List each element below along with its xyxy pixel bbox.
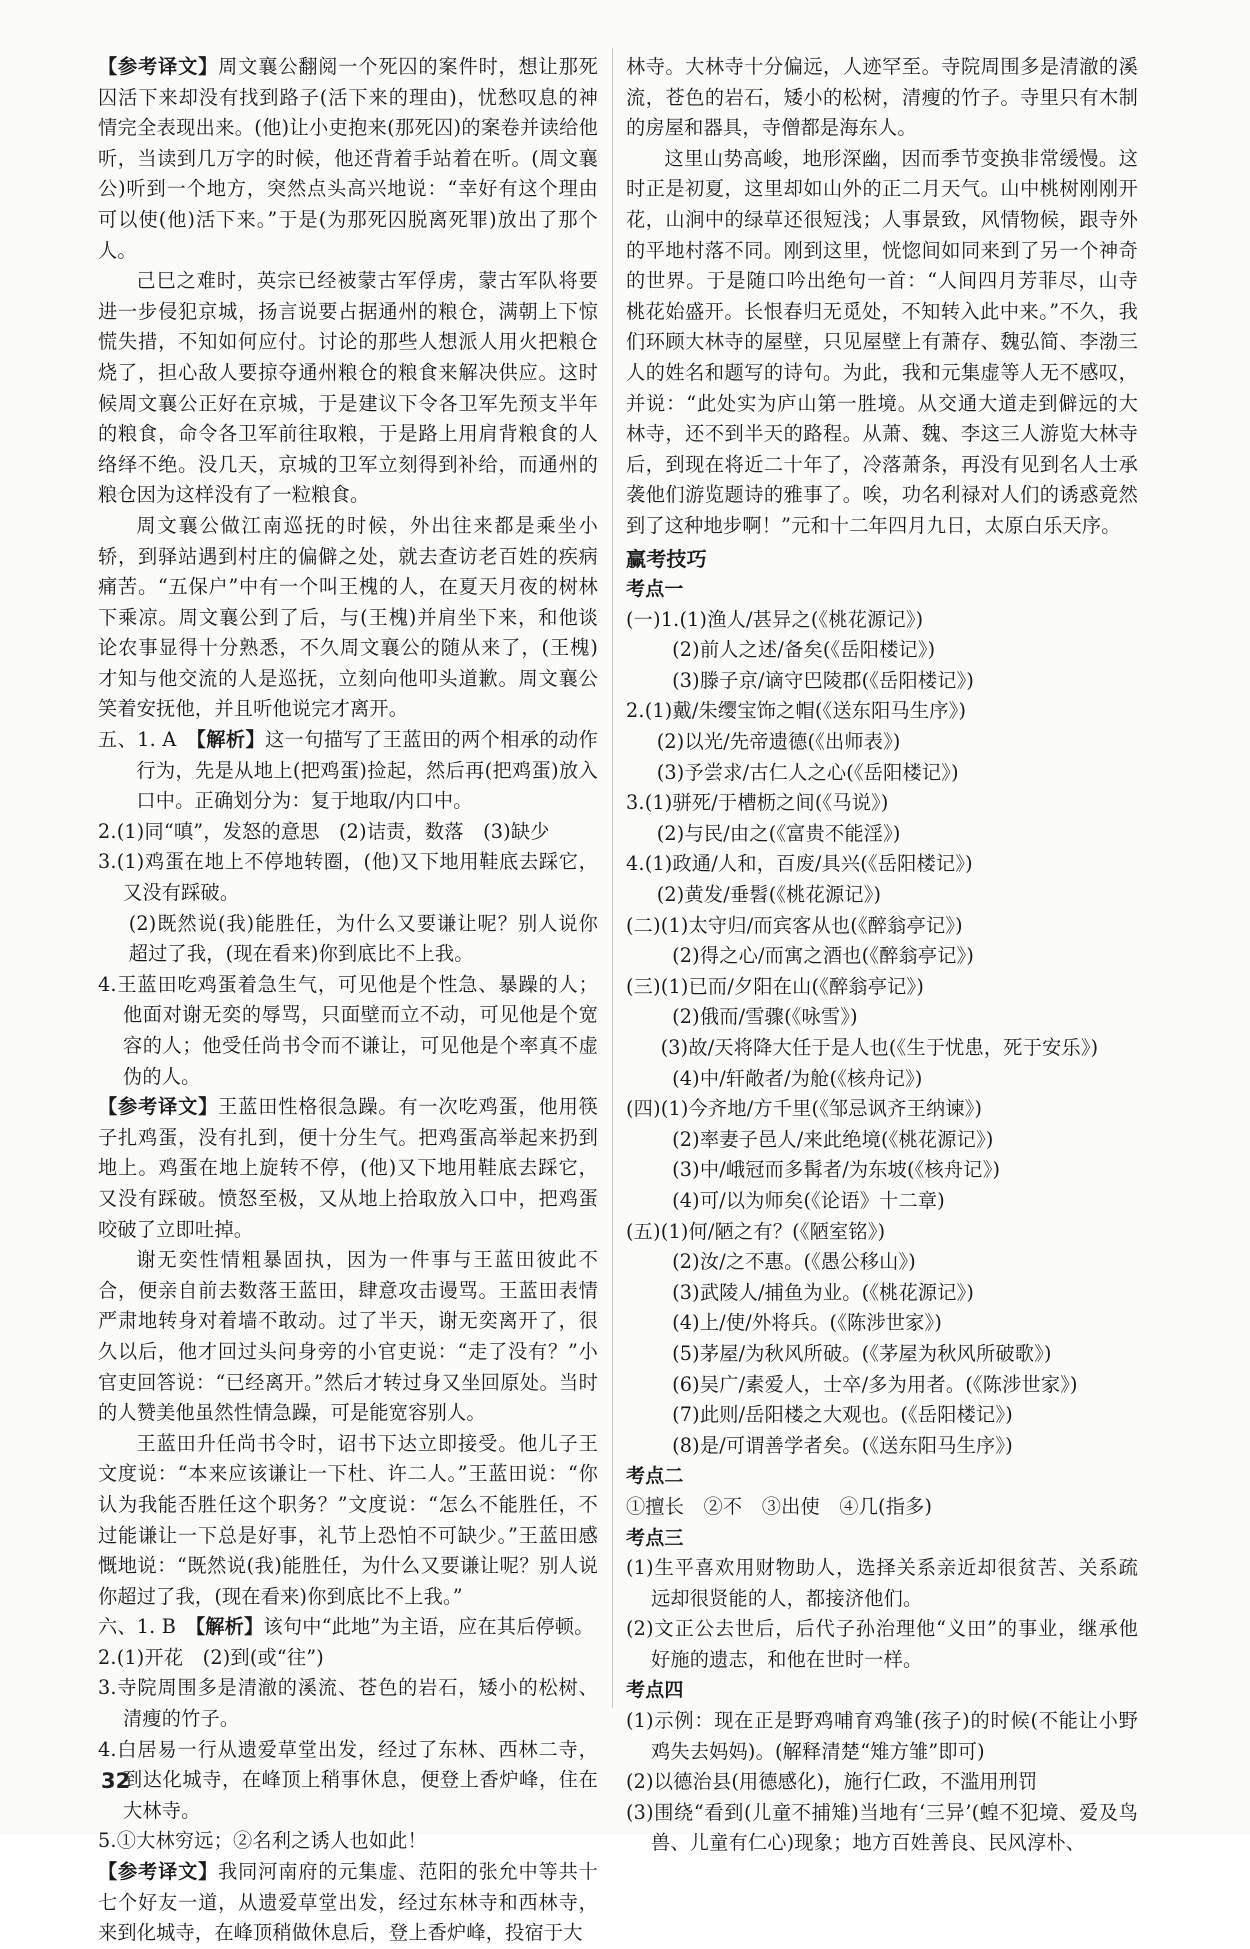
key-point-heading: 考点四 xyxy=(626,1679,684,1702)
section-heading: 赢考技巧 xyxy=(626,546,707,571)
answer-item: 4.白居易一行从遗爱草堂出发，经过了东林、西林二寺，到达化城寺，在峰顶上稍事休息，便登上香炉峰，住在大林寺。 xyxy=(98,1737,598,1822)
answer-item: (5)茅屋/为秋风所破。(《茅屋为秋风所破歌》) xyxy=(672,1341,1052,1365)
answer-item: 2.(1)开花 (2)到(或“往”) xyxy=(98,1645,324,1669)
translation-paragraph: 【参考译文】我同河南府的元集虚、范阳的张允中等共十七个好友一道，从遗爱草堂出发，经过东林寺和西林寺，来到化城寺，在峰顶稍做休息后，登上香炉峰，投宿于大 xyxy=(98,1860,598,1945)
answer-item: (6)吴广/素爱人，士卒/多为用者。(《陈涉世家》) xyxy=(672,1372,1078,1396)
translation-paragraph: 周文襄公做江南巡抚的时候，外出往来都是乘坐小轿，到驿站遇到村庄的偏僻之处，就去查访老百姓的疾病痛苦。“五保户”中有一个叫王槐的人，在夏天月夜的树林下乘凉。周文襄公到了后，与(王槐)并肩坐下来，和他谈论农事显得十分熟悉，不久周文襄公的随从来了，(王槐)才知与他交流的人是巡抚，立刻向他叩头道歉。周文襄公笑着安抚他，并且听他说完才离开。 xyxy=(98,513,598,721)
reference-translation-tag: 【参考译文】 xyxy=(98,55,219,78)
answer-item: ①擅长 ②不 ③出使 ④几(指多) xyxy=(626,1494,933,1518)
translation-paragraph: 王蓝田升任尚书令时，诏书下达立即接受。他儿子王文度说：“本来应该谦让一下杜、许二人。”王蓝田说：“你认为我能否胜任这个职务？”文度说：“怎么不能胜任，不过能谦让一下总是好事，礼节上恐怕不可缺少。”王蓝田感慨地说：“既然说(我)能胜任，为什么又要谦让呢？别人说你超过了我，(现在看来)你到底比不上我。” xyxy=(98,1431,598,1608)
answer-item: 4.(1)政通/人和，百废/具兴(《岳阳楼记》) xyxy=(626,852,973,876)
answer-item: (7)此则/岳阳楼之大观也。(《岳阳楼记》) xyxy=(672,1403,1013,1427)
answer-item: (1)生平喜欢用财物助人，选择关系亲近却很贫苦、关系疏远却很贤能的人，都接济他们。 xyxy=(626,1556,1138,1610)
answer-item: (2)黄发/垂髫(《桃花源记》) xyxy=(656,883,882,907)
reference-translation-tag: 【参考译文】 xyxy=(98,1860,219,1884)
answer-item: (一)1.(1)渔人/甚异之(《桃花源记》) xyxy=(626,607,924,631)
answer-item: (2)俄而/雪骤(《咏雪》) xyxy=(672,1005,858,1029)
answer-item: (3)故/天将降大任于是人也(《生于忧患，死于安乐》) xyxy=(660,1036,1099,1059)
answer-item: 3.(1)鸡蛋在地上不停地转圈，(他)又下地用鞋底去踩它，又没有踩破。 xyxy=(98,850,598,905)
answer-item: 3.(1)骈死/于槽枥之间(《马说》) xyxy=(626,791,889,815)
answer-item: (2)汝/之不惠。(《愚公移山》) xyxy=(672,1250,916,1274)
answer-item: (4)可/以为师矣(《论语》十二章) xyxy=(672,1188,945,1212)
answer-item: 3.寺院周围多是清澈的溪流、苍色的岩石，矮小的松树、清瘦的竹子。 xyxy=(98,1676,598,1731)
translation-paragraph: 谢无奕性情粗暴固执，因为一件事与王蓝田彼此不合，便亲自前去数落王蓝田，肆意攻击谩骂。王蓝田表情严肃地转身对着墙不敢动。过了半天，谢无奕离开了，很久以后，他才回过头问身旁的小官吏说：“走了没有？”小官吏回答说：“已经离开。”然后才转过身又坐回原处。当时的人赞美他虽然性情急躁，可是能宽容别人。 xyxy=(98,1248,598,1425)
answer-item: (1)示例：现在正是野鸡哺育鸡雏(孩子)的时候(不能让小野鸡失去妈妈)。(解释清楚“雉方雏”即可) xyxy=(626,1709,1138,1763)
translation-paragraph: 这里山势高峻，地形深幽，因而季节变换非常缓慢。这时正是初夏，这里却如山外的正二月天气。山中桃树刚刚开花，山涧中的绿草还很短浅；人事景致，风情物候，跟寺外的平地村落不同。刚到这里，恍惚间如同来到了另一个神奇的世界。于是随口吟出绝句一首：“人间四月芳菲尽，山寺桃花始盛开。长恨春归无觅处，不知转入此中来。”不久，我们环顾大林寺的屋壁，只见屋壁上有萧存、魏弘简、李渤三人的姓名和题写的诗句。为此，我和元集虚等人无不感叹，并说：“此处实为庐山第一胜境。从交通大道走到僻远的大林寺，还不到半天的路程。从萧、魏、李这三人游览大林寺后，到现在将近二十年了，冷落萧条，再没有见到名人士承袭他们游览题诗的雅事了。唉，功名利禄对人们的诱惑竟然到了这种地步啊！”元和十二年四月九日，太原白乐天序。 xyxy=(626,146,1138,537)
key-point-heading: 考点一 xyxy=(626,578,684,601)
answer-item: (3)围绕“看到(儿童不捕雉)当地有‘三异’(蝗不犯境、爱及鸟兽、儿童有仁心)现象；地方百姓善良、民风淳朴、 xyxy=(626,1800,1138,1855)
answer-item: 2.(1)戴/朱缨宝饰之帽(《送东阳马生序》) xyxy=(626,699,967,723)
answer-item: (3)武陵人/捕鱼为业。(《桃花源记》) xyxy=(672,1280,975,1304)
answer-item: (2)与民/由之(《富贵不能淫》) xyxy=(656,821,901,845)
answer-item: 4.王蓝田吃鸡蛋着急生气，可见他是个性急、暴躁的人；他面对谢无奕的辱骂，只面壁而立不动，可见他是个宽容的人；他受任尚书令而不谦让，可见他是个率真不虚伪的人。 xyxy=(98,972,598,1088)
answer-item: (二)(1)太守归/而宾客从也(《醉翁亭记》) xyxy=(626,913,963,937)
answer-item: (2)既然说(我)能胜任，为什么又要谦让呢？别人说你超过了我，(现在看来)你到底比不上我。 xyxy=(128,911,598,966)
analysis-tag: 【解析】 xyxy=(196,728,266,752)
right-column xyxy=(626,52,1138,1859)
answer-item: (3)中/峨冠而多髯者/为东坡(《核舟记》) xyxy=(672,1158,1001,1182)
answer-item: (4)上/使/外将兵。(《陈涉世家》) xyxy=(672,1311,943,1335)
reference-translation-tag: 【参考译文】 xyxy=(98,1095,219,1119)
answer-item: (三)(1)已而/夕阳在山(《醉翁亭记》) xyxy=(626,974,925,998)
answer-item: (四)(1)今齐地/方千里(《邹忌讽齐王纳谏》) xyxy=(626,1097,983,1121)
translation-paragraph: 【参考译文】周文襄公翻阅一个死囚的案件时，想让那死囚活下来却没有找到路子(活下来的理由)，忧愁叹息的神情完全表现出来。(他)让小吏抱来(那死囚)的案卷并读给他听，当读到几万字的时候，他还背着手站着在听。(周文襄公)听到一个地方，突然点头高兴地说：“幸好有这个理由可以使(他)活下来。”于是(为那死囚脱离死罪)放出了那个人。 xyxy=(98,55,598,262)
column-divider xyxy=(612,48,613,1708)
answer-item: (2)率妻子邑人/来此绝境(《桃花源记》) xyxy=(672,1127,994,1151)
answer-item: (8)是/可谓善学者矣。(《送东阳马生序》) xyxy=(672,1433,1013,1457)
analysis-tag: 【解析】 xyxy=(195,1615,264,1639)
translation-paragraph: 【参考译文】王蓝田性格很急躁。有一次吃鸡蛋，他用筷子扎鸡蛋，没有扎到，便十分生气。把鸡蛋高举起来扔到地上。鸡蛋在地上旋转不停，(他)又下地用鞋底去踩它，又没有踩破。愤怒至极，又从地上拾取放入口中，把鸡蛋咬破了立即吐掉。 xyxy=(98,1095,598,1241)
answer-item: 2.(1)同“嗔”，发怒的意思 (2)诘责，数落 (3)缺少 xyxy=(98,819,550,843)
answer-item: (2)以德治县(用德感化)，施行仁政，不滥用刑罚 xyxy=(626,1770,1038,1794)
answer-item: (五)(1)何/陋之有？(《陋室铭》) xyxy=(626,1219,886,1243)
left-column xyxy=(98,52,598,1949)
answer-item: 六、1. B 【解析】该句中“此地”为主语，应在其后停顿。 xyxy=(98,1615,594,1639)
answer-item: (2)前人之述/备矣(《岳阳楼记》) xyxy=(672,638,936,662)
answer-item: (2)以光/先帝遗德(《出师表》) xyxy=(656,730,901,754)
answer-item: (3)滕子京/谪守巴陵郡(《岳阳楼记》) xyxy=(672,668,975,692)
page-number: 32 xyxy=(101,1769,131,1793)
answer-item: (2)文正公去世后，后代子孙治理他“义田”的事业，继承他好施的遗志，和他在世时一样。 xyxy=(626,1617,1138,1671)
answer-item: (3)予尝求/古仁人之心(《岳阳楼记》) xyxy=(656,760,959,784)
answer-item: 五、1. A 【解析】这一句描写了王蓝田的两个相承的动作行为，先是从地上(把鸡蛋)捡起，然后再(把鸡蛋)放入口中。正确划分为：复于地取/内口中。 xyxy=(98,728,599,813)
translation-paragraph: 林寺。大林寺十分偏远，人迹罕至。寺院周围多是清澈的溪流，苍色的岩石，矮小的松树，清瘦的竹子。寺里只有木制的房屋和器具，寺僧都是海东人。 xyxy=(626,55,1138,140)
key-point-heading: 考点三 xyxy=(626,1526,684,1549)
key-point-heading: 考点二 xyxy=(626,1465,684,1488)
answer-item: (4)中/轩敞者/为舱(《核舟记》) xyxy=(672,1066,923,1090)
answer-item: 5.①大林穷远；②名利之诱人也如此！ xyxy=(98,1829,427,1853)
translation-paragraph: 己巳之难时，英宗已经被蒙古军俘虏，蒙古军队将要进一步侵犯京城，扬言说要占据通州的粮仓，满朝上下惊慌失措，不知如何应付。讨论的那些人想派人用火把粮仓烧了，担心敌人要掠夺通州粮仓的粮食来解决供应。这时候周文襄公正好在京城，于是建议下令各卫军先预支半年的粮食，命令各卫军前往取粮，于是路上用肩背粮食的人络绎不绝。没几天，京城的卫军立刻得到补给，而通州的粮仓因为这样没有了一粒粮食。 xyxy=(98,269,598,507)
answer-item: (2)得之心/而寓之酒也(《醉翁亭记》) xyxy=(672,944,975,968)
